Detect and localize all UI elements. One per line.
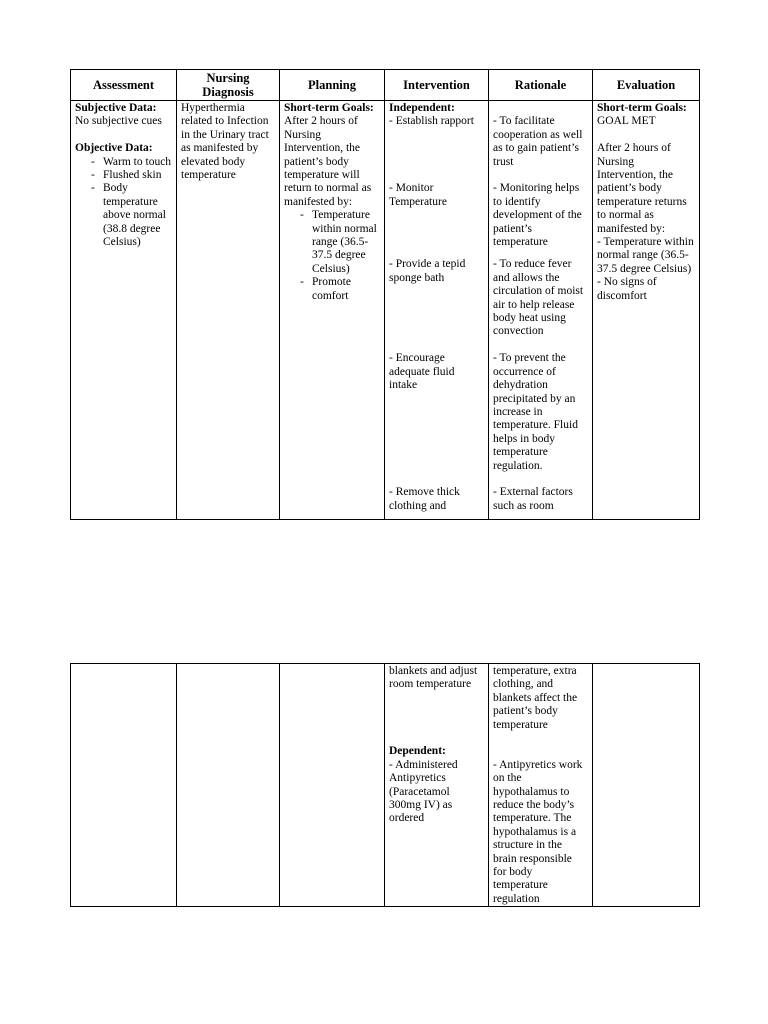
header-nursing-diagnosis: Nursing Diagnosis bbox=[177, 70, 280, 101]
assessment-cell bbox=[71, 664, 177, 907]
intervention-item-continued: blankets and adjust room temperature bbox=[389, 665, 478, 691]
planning-cell bbox=[280, 101, 385, 520]
rationale-item: - To facilitate cooperation as well as to gain patient’s trust bbox=[493, 115, 583, 168]
subjective-data-title: Subjective Data: bbox=[75, 102, 157, 114]
rationale-item: - External factors such as room bbox=[493, 486, 573, 512]
header-assessment: Assessment bbox=[71, 70, 177, 101]
evaluation-goals-title: Short-term Goals: bbox=[597, 102, 687, 114]
planning-cell bbox=[280, 664, 385, 907]
dependent-title: Dependent: bbox=[389, 745, 446, 758]
header-planning: Planning bbox=[280, 70, 385, 101]
list-item: - Promote comfort bbox=[302, 276, 380, 303]
intervention-item: - Establish rapport bbox=[389, 115, 474, 128]
diagnosis-cell bbox=[177, 664, 280, 907]
table-row bbox=[71, 101, 700, 520]
intervention-cell bbox=[385, 101, 489, 520]
planning-goals-list bbox=[284, 209, 380, 303]
intervention-item: - Monitor Temperature bbox=[389, 182, 447, 208]
evaluation-text: After 2 hours of Nursing Intervention, the patient’s body temperature returns to normal as manifested by: bbox=[597, 142, 687, 235]
goal-status: GOAL MET bbox=[597, 115, 656, 128]
rationale-item: - To prevent the occurrence of dehydration precipitated by an increase in temperature. Fluid helps in body temperature regulation. bbox=[493, 352, 578, 472]
table-row bbox=[71, 664, 700, 907]
header-row bbox=[71, 70, 700, 101]
rationale-cell bbox=[489, 101, 593, 520]
care-plan-table-continued bbox=[70, 663, 700, 907]
rationale-item-continued: temperature, extra clothing, and blankets affect the patient’s body temperature bbox=[493, 665, 578, 731]
list-item: - Temperature within normal range (36.5-37.5 degree Celsius) bbox=[302, 209, 380, 276]
intervention-item: - Administered Antipyretics (Paracetamol 300mg IV) as ordered bbox=[389, 758, 458, 825]
header-intervention: Intervention bbox=[385, 70, 489, 101]
evaluation-cell bbox=[593, 101, 700, 520]
care-plan-table-top bbox=[70, 69, 700, 520]
header-rationale: Rationale bbox=[489, 70, 593, 101]
rationale-item: - To reduce fever and allows the circulation of moist air to help release body heat using convection bbox=[493, 258, 584, 338]
list-item: - Flushed skin bbox=[93, 169, 172, 182]
intervention-cell bbox=[385, 664, 489, 907]
rationale-cell bbox=[489, 664, 593, 907]
subjective-data-text: No subjective cues bbox=[75, 115, 162, 128]
list-item: - Warm to touch bbox=[93, 156, 172, 169]
intervention-item: - Remove thick clothing and bbox=[389, 486, 460, 512]
independent-title: Independent: bbox=[389, 102, 455, 114]
evaluation-item: - Temperature within normal range (36.5-37.5 degree Celsius) bbox=[597, 236, 694, 275]
rationale-item: - Monitoring helps to identify development of the patient’s temperature bbox=[493, 182, 582, 249]
planning-goals-title: Short-term Goals: bbox=[284, 102, 374, 114]
list-item: - Body temperature above normal (38.8 degree Celsius) bbox=[93, 182, 172, 249]
intervention-item: - Encourage adequate fluid intake bbox=[389, 352, 455, 392]
objective-data-list bbox=[75, 156, 172, 250]
header-evaluation: Evaluation bbox=[593, 70, 700, 101]
objective-data-title: Objective Data: bbox=[75, 142, 153, 155]
evaluation-cell bbox=[593, 664, 700, 907]
evaluation-item: - No signs of discomfort bbox=[597, 276, 657, 302]
diagnosis-cell bbox=[177, 101, 280, 520]
intervention-item: - Provide a tepid sponge bath bbox=[389, 258, 466, 284]
rationale-item: - Antipyretics work on the hypothalamus to reduce the body’s temperature. The hypothalamus is a structure in the brain responsible for body temperature regulation bbox=[493, 758, 583, 905]
assessment-cell bbox=[71, 101, 177, 520]
planning-goals-text: After 2 hours of Nursing Intervention, the patient’s body temperature will return to normal as manifested by: bbox=[284, 115, 372, 208]
diagnosis-text: Hyperthermia related to Infection in the Urinary tract as manifested by elevated body temperature bbox=[181, 102, 269, 182]
